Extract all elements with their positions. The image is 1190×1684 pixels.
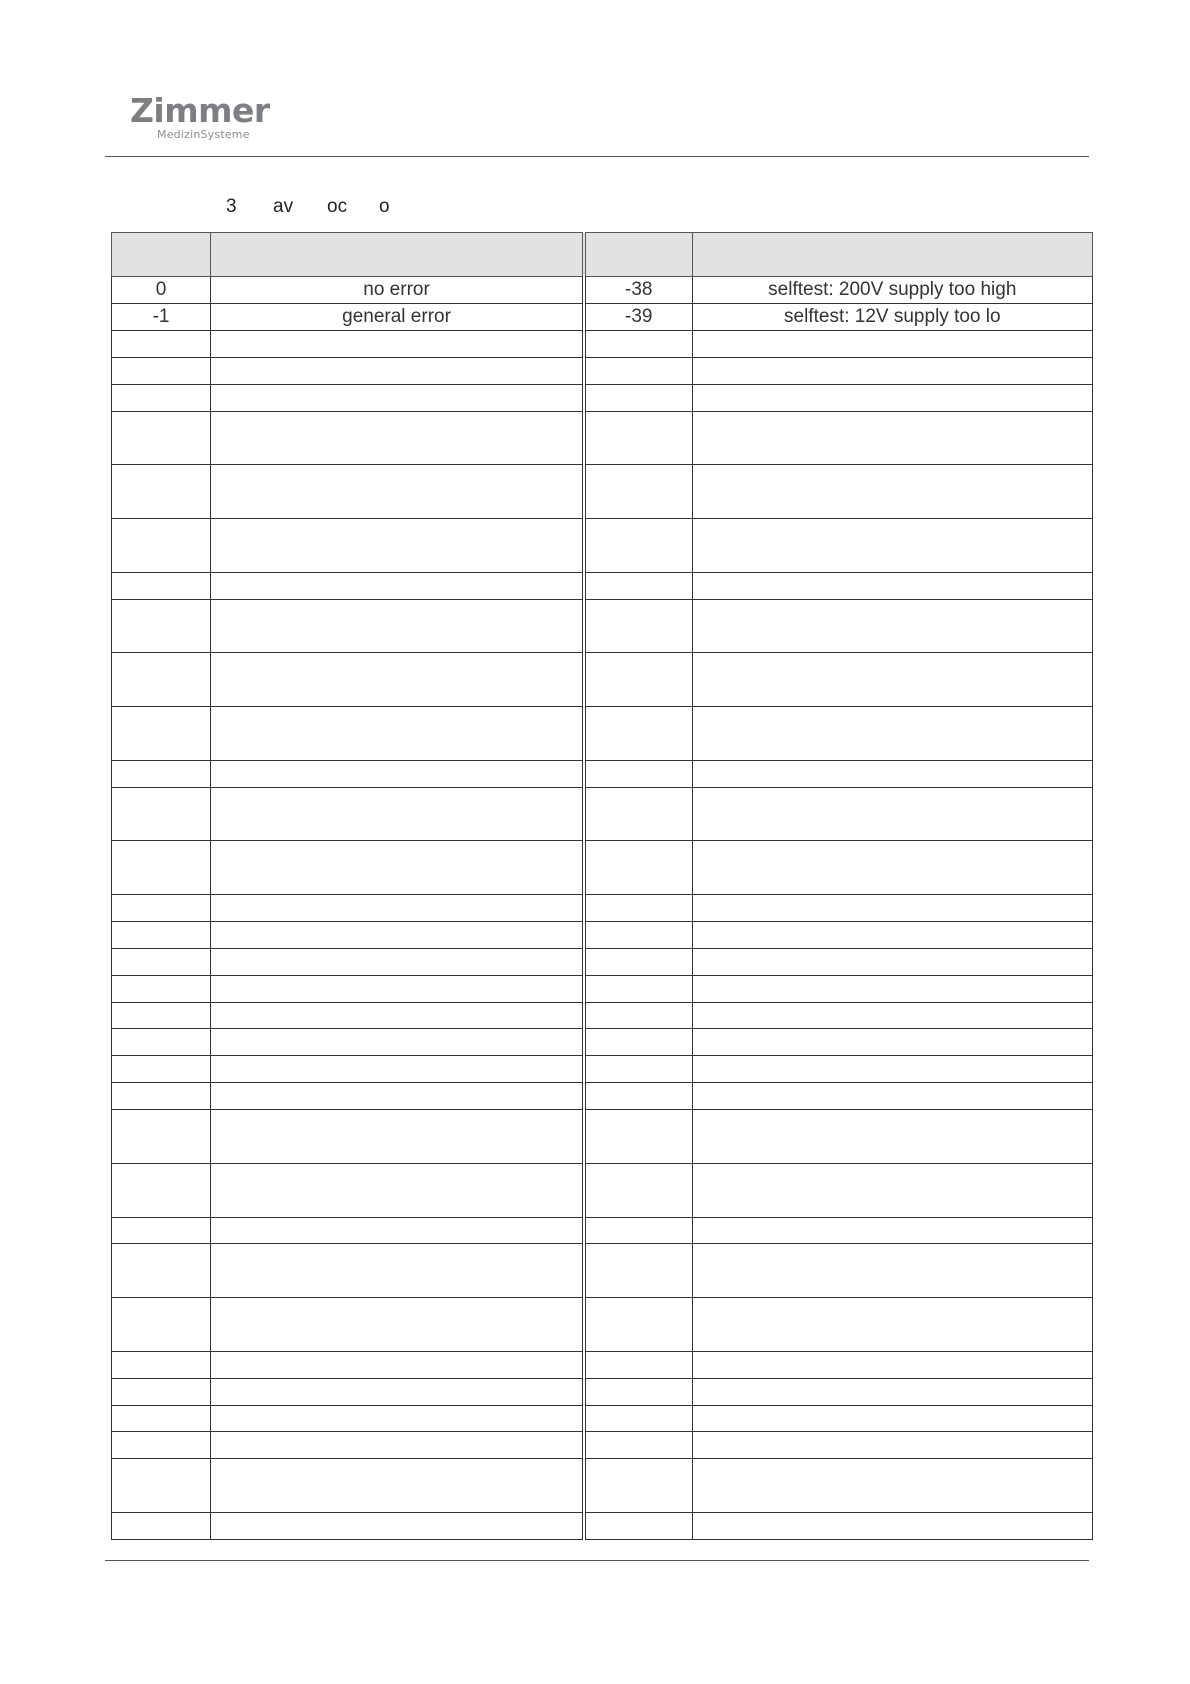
error-description-cell [692, 331, 1092, 358]
error-code-cell [584, 1083, 692, 1110]
error-description-cell [211, 599, 584, 653]
error-description-cell [211, 1110, 584, 1164]
error-description-cell [692, 1512, 1092, 1539]
table-row [112, 277, 1093, 304]
error-code-cell [584, 1459, 692, 1513]
error-description-cell: selftest: 12V supply too lo [692, 304, 1092, 331]
error-description-cell [211, 841, 584, 895]
table-row [112, 572, 1093, 599]
error-description-cell [692, 787, 1092, 841]
error-description-cell [211, 1029, 584, 1056]
error-description-cell [692, 841, 1092, 895]
error-description-cell: general error [211, 304, 584, 331]
error-code-cell [112, 1459, 211, 1513]
table-row [112, 1002, 1093, 1029]
error-description-cell [211, 519, 584, 573]
error-description-cell [211, 948, 584, 975]
header-divider [105, 156, 1089, 157]
error-description-cell [211, 922, 584, 949]
error-description-cell [211, 1217, 584, 1244]
error-code-cell [584, 1298, 692, 1352]
error-code-cell [112, 411, 211, 465]
table-row [112, 1351, 1093, 1378]
error-description-cell [692, 1083, 1092, 1110]
error-code-cell [584, 975, 692, 1002]
error-description-cell [692, 1459, 1092, 1513]
error-description-cell [692, 1163, 1092, 1217]
error-code-cell [584, 1002, 692, 1029]
error-code-cell [584, 948, 692, 975]
table-row [112, 304, 1093, 331]
error-description-cell [211, 411, 584, 465]
heading-fragment: o [379, 196, 390, 217]
error-code-cell [112, 1029, 211, 1056]
table-row [112, 787, 1093, 841]
error-code-cell [112, 653, 211, 707]
error-code-cell [584, 465, 692, 519]
error-code-cell [112, 1110, 211, 1164]
zimmer-logo [130, 91, 270, 142]
table-row [112, 1110, 1093, 1164]
error-description-cell [692, 572, 1092, 599]
error-code-cell [112, 384, 211, 411]
error-code-cell [584, 572, 692, 599]
error-code-cell: -1 [112, 304, 211, 331]
error-code-cell [584, 1163, 692, 1217]
error-description-cell [692, 1378, 1092, 1405]
logo-brand: Zimmer [130, 91, 270, 130]
table-header-row [112, 233, 1093, 277]
error-description-cell: selftest: 200V supply too high [692, 277, 1092, 304]
table-row [112, 465, 1093, 519]
error-code-cell [584, 519, 692, 573]
error-code-cell [584, 411, 692, 465]
error-description-cell [211, 975, 584, 1002]
error-description-cell [211, 1512, 584, 1539]
error-description-cell [692, 519, 1092, 573]
error-code-cell [584, 760, 692, 787]
error-code-cell [584, 895, 692, 922]
error-code-cell [112, 358, 211, 385]
heading-fragment: av [273, 196, 294, 217]
error-code-cell [112, 895, 211, 922]
error-description-cell [692, 358, 1092, 385]
error-code-cell [584, 1110, 692, 1164]
error-description-cell [692, 599, 1092, 653]
table-row [112, 331, 1093, 358]
table-row [112, 411, 1093, 465]
table-row [112, 1029, 1093, 1056]
error-description-cell [211, 1432, 584, 1459]
error-code-cell: -39 [584, 304, 692, 331]
error-description-cell [692, 1002, 1092, 1029]
table-row [112, 653, 1093, 707]
error-code-cell [112, 787, 211, 841]
error-code-cell [584, 787, 692, 841]
error-description-cell [692, 1217, 1092, 1244]
error-code-cell [112, 760, 211, 787]
error-code-cell [584, 1512, 692, 1539]
error-description-cell [692, 465, 1092, 519]
table-row [112, 1378, 1093, 1405]
error-description-cell [211, 707, 584, 761]
error-code-cell [112, 1405, 211, 1432]
table-row [112, 1083, 1093, 1110]
table-row [112, 384, 1093, 411]
heading-fragment: oc [327, 196, 348, 217]
error-code-cell [112, 519, 211, 573]
error-code-cell [112, 1217, 211, 1244]
error-code-cell [584, 1056, 692, 1083]
error-description-cell [211, 465, 584, 519]
error-description-cell [692, 1110, 1092, 1164]
error-code-cell [584, 1029, 692, 1056]
column-header [112, 233, 211, 277]
error-code-cell: 0 [112, 277, 211, 304]
table-row [112, 1163, 1093, 1217]
error-code-cell [112, 1432, 211, 1459]
error-code-cell [584, 707, 692, 761]
error-description-cell [692, 922, 1092, 949]
error-code-cell [112, 331, 211, 358]
table-row [112, 1217, 1093, 1244]
error-description-cell [692, 1432, 1092, 1459]
error-description-cell [211, 1002, 584, 1029]
table-row [112, 841, 1093, 895]
logo-subbrand: MedizinSysteme [157, 128, 250, 141]
error-code-cell [112, 1298, 211, 1352]
error-description-cell [211, 760, 584, 787]
error-description-cell [692, 895, 1092, 922]
error-code-cell [584, 1351, 692, 1378]
table-row [112, 1459, 1093, 1513]
column-header [692, 233, 1092, 277]
error-code-cell [112, 465, 211, 519]
error-description-cell [211, 895, 584, 922]
table-row [112, 1432, 1093, 1459]
table-row [112, 519, 1093, 573]
error-description-cell [692, 384, 1092, 411]
error-code-cell [112, 1512, 211, 1539]
error-description-cell [211, 1459, 584, 1513]
error-code-cell [112, 1163, 211, 1217]
table-row [112, 1298, 1093, 1352]
error-code-cell [112, 1378, 211, 1405]
error-description-cell: no error [211, 277, 584, 304]
error-description-cell [692, 1405, 1092, 1432]
table-row [112, 895, 1093, 922]
error-code-cell [584, 331, 692, 358]
error-code-cell [584, 1244, 692, 1298]
error-description-cell [211, 1083, 584, 1110]
table-row [112, 599, 1093, 653]
error-code-cell [584, 599, 692, 653]
error-code-cell [584, 1432, 692, 1459]
error-description-cell [692, 1244, 1092, 1298]
table-row [112, 1512, 1093, 1539]
footer-divider [105, 1560, 1089, 1561]
error-description-cell [211, 787, 584, 841]
error-code-cell [112, 1002, 211, 1029]
error-code-cell: -38 [584, 277, 692, 304]
table-row [112, 1056, 1093, 1083]
error-description-cell [692, 1298, 1092, 1352]
error-code-cell [112, 841, 211, 895]
error-code-cell [112, 572, 211, 599]
error-description-cell [692, 1029, 1092, 1056]
error-code-cell [112, 599, 211, 653]
error-description-cell [211, 1351, 584, 1378]
error-description-cell [211, 1056, 584, 1083]
table-row [112, 358, 1093, 385]
error-code-cell [584, 1378, 692, 1405]
error-code-cell [112, 1351, 211, 1378]
table-row [112, 975, 1093, 1002]
error-description-cell [211, 384, 584, 411]
heading-fragment: 3 [226, 196, 237, 217]
table-row [112, 948, 1093, 975]
error-code-cell [112, 922, 211, 949]
error-description-cell [692, 760, 1092, 787]
table-row [112, 707, 1093, 761]
error-code-cell [112, 1083, 211, 1110]
error-code-cell [112, 948, 211, 975]
error-code-cell [584, 358, 692, 385]
error-code-cell [584, 922, 692, 949]
error-description-cell [211, 1298, 584, 1352]
column-header [211, 233, 584, 277]
error-description-cell [211, 331, 584, 358]
error-description-cell [211, 1163, 584, 1217]
error-description-cell [211, 1244, 584, 1298]
error-code-cell [112, 975, 211, 1002]
error-code-cell [112, 1244, 211, 1298]
error-description-cell [211, 572, 584, 599]
error-description-cell [211, 1405, 584, 1432]
error-code-cell [112, 707, 211, 761]
table-row [112, 760, 1093, 787]
error-description-cell [211, 653, 584, 707]
table-row [112, 922, 1093, 949]
error-description-cell [692, 1056, 1092, 1083]
error-description-cell [692, 411, 1092, 465]
error-description-cell [692, 975, 1092, 1002]
error-description-cell [692, 653, 1092, 707]
table-row [112, 1405, 1093, 1432]
section-heading [226, 196, 390, 218]
error-code-table [111, 232, 1093, 1540]
error-description-cell [211, 1378, 584, 1405]
error-description-cell [692, 948, 1092, 975]
error-code-cell [112, 1056, 211, 1083]
error-code-cell [584, 1405, 692, 1432]
column-header [584, 233, 692, 277]
error-description-cell [692, 707, 1092, 761]
error-code-cell [584, 653, 692, 707]
error-code-cell [584, 1217, 692, 1244]
table-row [112, 1244, 1093, 1298]
error-code-cell [584, 384, 692, 411]
error-code-cell [584, 841, 692, 895]
error-description-cell [692, 1351, 1092, 1378]
error-description-cell [211, 358, 584, 385]
